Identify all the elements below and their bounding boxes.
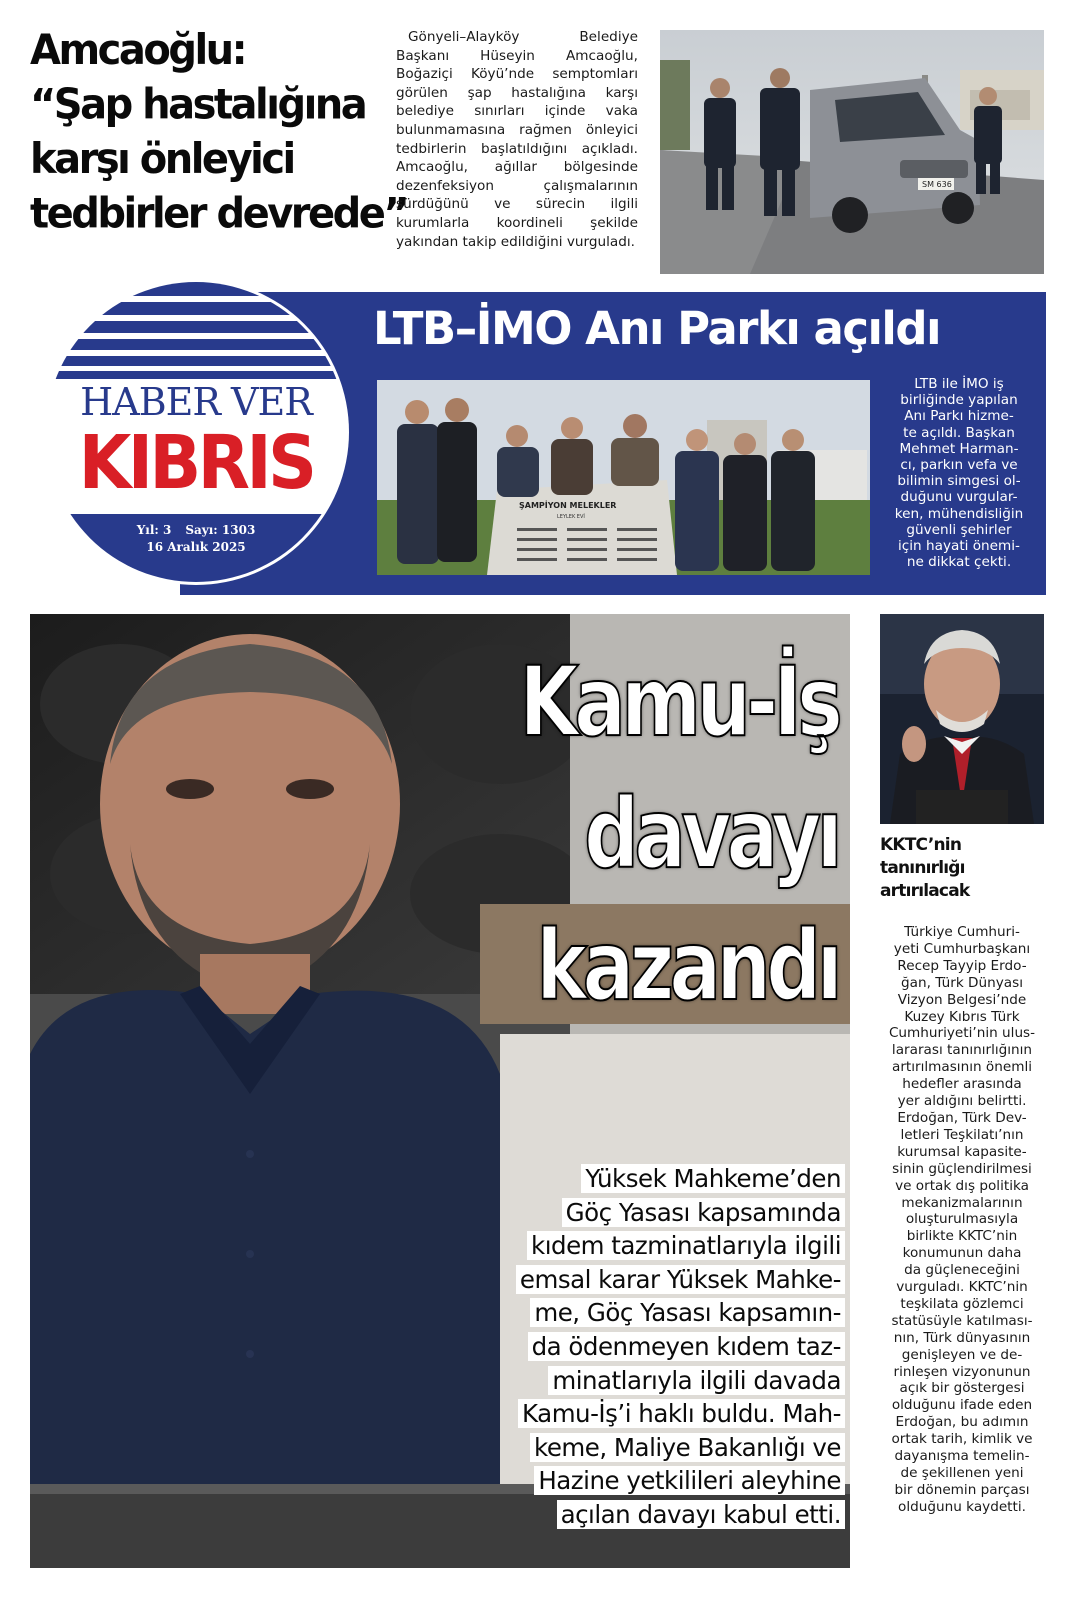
body-line: cı, parkın vefa ve bbox=[900, 457, 1018, 474]
kktc-story-body bbox=[880, 924, 1044, 1516]
deck-line: Hazine yetkilileri aleyhine bbox=[534, 1466, 845, 1495]
body-line: ne dikkat çekti. bbox=[906, 554, 1012, 571]
body-line: artırılmasının önemli bbox=[891, 1059, 1033, 1076]
issue-number: Sayı: 1303 bbox=[185, 523, 256, 537]
body-line: bir dönemin parçası bbox=[894, 1481, 1030, 1498]
body-line: ortak tarih, kimlik ve bbox=[891, 1431, 1033, 1448]
issue-date: 16 Aralık 2025 bbox=[146, 540, 246, 554]
body-line: Vizyon Belgesi’nde bbox=[897, 991, 1027, 1008]
body-line: birliğinde yapılan bbox=[900, 392, 1018, 409]
headline-line: tedbirler devrede” bbox=[30, 189, 408, 239]
body-line: lararası tanınırlığının bbox=[891, 1042, 1033, 1059]
logo-stripes bbox=[46, 282, 346, 387]
body-line: statüsüyle katılması- bbox=[891, 1312, 1033, 1329]
body-line: nın, Türk dünyasının bbox=[893, 1329, 1031, 1346]
body-line: Cumhuriyeti’nin ulus- bbox=[888, 1025, 1036, 1042]
deck-line: minatlarıyla ilgili davada bbox=[548, 1366, 845, 1395]
body-line: konumunun daha bbox=[902, 1245, 1022, 1262]
van-plate: SM 636 bbox=[922, 180, 952, 189]
body-line: te açıldı. Başkan bbox=[903, 424, 1015, 441]
headline-line: karşı önleyici bbox=[30, 135, 294, 184]
body-line: mekanizmalarının bbox=[901, 1194, 1023, 1211]
body-line: kurumsal kapasite- bbox=[897, 1143, 1027, 1160]
park-opening-photo bbox=[377, 380, 870, 575]
erdogan-photo bbox=[880, 614, 1044, 824]
ltb-story-headline: LTB–İMO Anı Parkı açıldı bbox=[373, 302, 940, 355]
body-line: dayanışma temelin- bbox=[894, 1448, 1030, 1465]
plaque-subtitle: LEYLEK EVİ bbox=[557, 514, 585, 520]
body-line: oluşturulmasıyla bbox=[905, 1211, 1019, 1228]
disinfection-photo bbox=[660, 30, 1044, 274]
body-line: güvenli şehirler bbox=[906, 521, 1012, 538]
headline-line: kazandı bbox=[536, 910, 838, 1022]
deck-line: da ödenmeyen kıdem taz- bbox=[528, 1332, 845, 1361]
body-line: açık bir göstergesi bbox=[899, 1380, 1025, 1397]
kktc-story-headline bbox=[880, 834, 1044, 903]
body-line: Türkiye Cumhuri- bbox=[904, 924, 1020, 940]
body-line: birlikte KKTC’nin bbox=[906, 1228, 1018, 1245]
body-line: ğan, Türk Dünyası bbox=[901, 974, 1023, 991]
body-line: sinin güçlendirilmesi bbox=[892, 1160, 1032, 1177]
ltb-story-body bbox=[884, 376, 1034, 570]
plaque-title: ŞAMPİYON MELEKLER bbox=[519, 501, 617, 510]
issue-info bbox=[46, 522, 346, 556]
deck-line: keme, Maliye Bakanlığı ve bbox=[530, 1433, 845, 1462]
masthead-name-top: HABER VER bbox=[80, 380, 312, 424]
main-story-deck bbox=[445, 1162, 845, 1532]
body-line: yeti Cumhurbaşkanı bbox=[893, 940, 1031, 957]
body-line: rinleşen vizyonunun bbox=[893, 1363, 1031, 1380]
headline-line: artırılacak bbox=[880, 881, 970, 901]
deck-line: Kamu-İş’i haklı buldu. Mah- bbox=[518, 1399, 845, 1428]
body-line: da güçleneceğini bbox=[904, 1262, 1020, 1279]
issue-year: Yıl: 3 bbox=[136, 523, 172, 537]
body-line: olduğunu ifade eden bbox=[891, 1397, 1033, 1414]
body-line: hedefler arasında bbox=[902, 1076, 1022, 1093]
body-line: vurguladı. KKTC’nin bbox=[896, 1279, 1028, 1296]
deck-line: açılan davayı kabul etti. bbox=[557, 1500, 845, 1529]
body-line: LTB ile İMO iş bbox=[914, 376, 1004, 392]
body-line: için hayati önemi- bbox=[898, 538, 1020, 555]
headline-line: Kamu-İş bbox=[519, 646, 838, 758]
body-line: duğunu vurgular- bbox=[900, 489, 1018, 506]
body-line: ken, mühendisliğin bbox=[894, 505, 1024, 522]
deck-line: emsal karar Yüksek Mahke- bbox=[516, 1265, 845, 1294]
body-line: Erdoğan, Türk Dev- bbox=[897, 1109, 1027, 1126]
body-line: Kuzey Kıbrıs Türk bbox=[904, 1008, 1020, 1025]
deck-line: Yüksek Mahkeme’den bbox=[581, 1164, 845, 1193]
masthead-logo bbox=[46, 282, 346, 582]
body-line: bilimin simgesi ol- bbox=[897, 473, 1021, 490]
body-line: genişleyen ve de- bbox=[901, 1346, 1023, 1363]
body-line: Erdoğan, bu adımın bbox=[895, 1414, 1029, 1431]
body-line: Mehmet Harman- bbox=[899, 440, 1019, 457]
headline-line: KKTC’nin bbox=[880, 835, 962, 855]
body-line: ve ortak dış politika bbox=[895, 1177, 1029, 1194]
deck-line: kıdem tazminatlarıyla ilgili bbox=[527, 1231, 845, 1260]
body-line: yer aldığını belirtti. bbox=[897, 1093, 1027, 1110]
headline-line: davayı bbox=[584, 778, 838, 890]
top-story-headline bbox=[30, 23, 408, 241]
body-line: letleri Teşkilatı’nın bbox=[900, 1126, 1024, 1143]
body-line: Recep Tayyip Erdo- bbox=[897, 957, 1027, 974]
body-line: de şekillenen yeni bbox=[900, 1465, 1024, 1481]
body-line: olduğunu kaydetti. bbox=[898, 1498, 1026, 1515]
headline-line: tanınırlığı bbox=[880, 858, 965, 878]
headline-line: Amcaoğlu: bbox=[30, 25, 246, 75]
deck-line: Göç Yasası kapsamında bbox=[562, 1198, 845, 1227]
top-story-body: Gönyeli–Alayköy Belediye Başkanı Hüseyin Amcaoğlu, Boğaziçi Köyü’nde semptomları görülen şap hastalığına karşı belediye sınırları içinde vaka bulunmamasına rağmen önleyici tedbirlerin başlatıldığını açıkladı. Amcaoğlu, ağıllar bölgesinde dezenfeksiyon çalışmalarının sürdüğünü ve sürecin ilgili kurumlarla koordineli şekilde yakından takip edildiğini vurguladı. bbox=[396, 29, 638, 250]
masthead-name-bottom: KIBRIS bbox=[78, 420, 314, 506]
body-line: teşkilata gözlemci bbox=[900, 1295, 1024, 1312]
headline-line: “Şap hastalığına bbox=[30, 80, 366, 129]
main-headline bbox=[454, 636, 838, 1032]
body-line: Anı Parkı hizme- bbox=[904, 408, 1014, 425]
deck-line: me, Göç Yasası kapsamın- bbox=[530, 1298, 845, 1327]
